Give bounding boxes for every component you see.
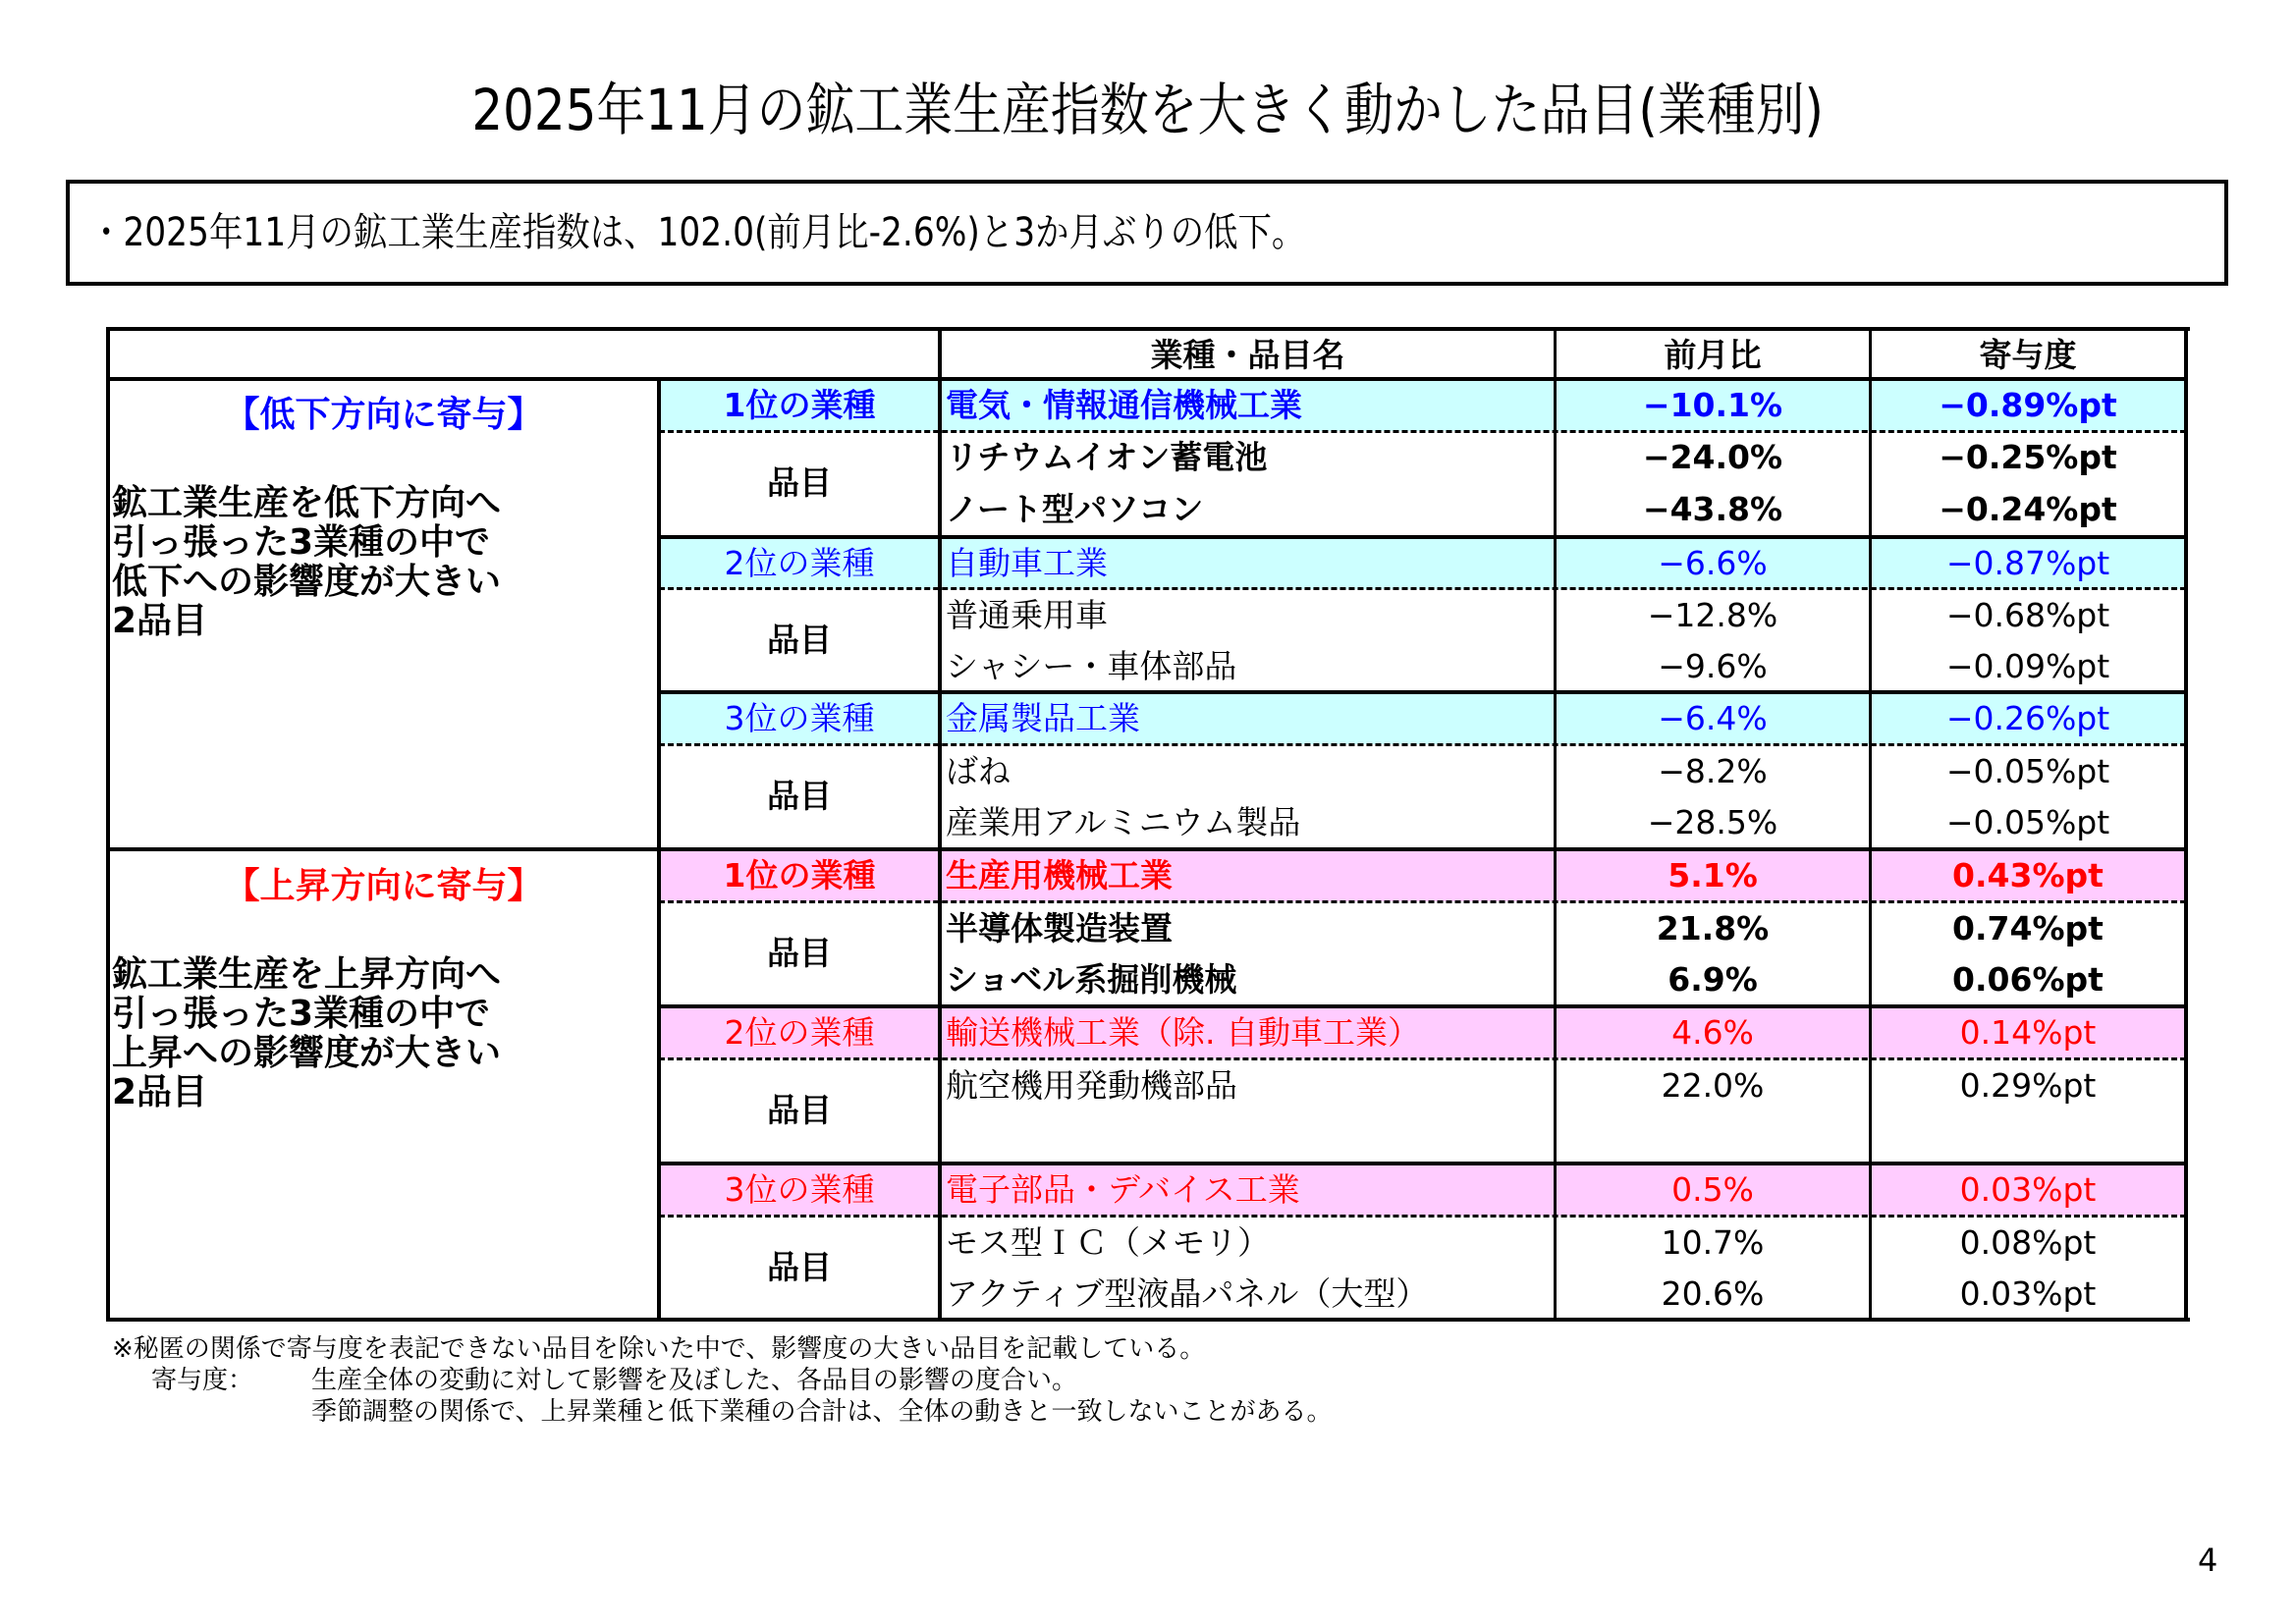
item-contribution: −0.05%pt — [1945, 803, 2110, 841]
footnote: ※秘匿の関係で寄与度を表記できない品目を除いた中で、影響度の大きい品目を記載している。 — [112, 1334, 1206, 1364]
section-heading-increase: 【上昇方向に寄与】 — [224, 866, 543, 906]
industry-contribution: 0.14%pt — [1959, 1013, 2097, 1052]
table-border-left — [106, 327, 110, 1322]
items-label: 品目 — [767, 1091, 832, 1129]
item-contribution: 0.74%pt — [1952, 909, 2104, 947]
item-name: アクティブ型液晶パネル（大型） — [946, 1274, 1429, 1313]
section-description-decrease — [112, 484, 501, 641]
industry-name: 自動車工業 — [946, 544, 1108, 582]
item-contribution: 0.08%pt — [1959, 1223, 2097, 1262]
item-mom: −9.6% — [1658, 647, 1768, 685]
item-contribution: 0.03%pt — [1959, 1274, 2097, 1313]
item-name: 産業用アルミニウム製品 — [946, 803, 1301, 841]
item-mom: −12.8% — [1647, 596, 1778, 634]
item-mom: 20.6% — [1661, 1274, 1765, 1313]
items-label: 品目 — [767, 621, 832, 659]
industry-mom: −6.6% — [1658, 544, 1768, 582]
header-name: 業種・品目名 — [1150, 336, 1345, 374]
page-number: 4 — [2198, 1542, 2218, 1579]
section-description-increase — [112, 955, 501, 1112]
rank-label: 3位の業種 — [724, 1170, 875, 1209]
description-line: 引っ張った3業種の中で — [112, 994, 491, 1034]
contribution-table — [106, 327, 2188, 1322]
column-divider — [938, 327, 942, 1320]
items-label: 品目 — [767, 1248, 832, 1286]
industry-contribution: −0.89%pt — [1939, 386, 2117, 424]
industry-name: 電子部品・デバイス工業 — [946, 1170, 1300, 1209]
rank-label: 2位の業種 — [724, 544, 875, 582]
industry-mom: −10.1% — [1642, 386, 1783, 424]
summary-text: ・2025年11月の鉱工業生産指数は、102.0(前月比-2.6%)と3か月ぶりの低下。 — [89, 210, 1306, 255]
table-border-right — [2184, 327, 2188, 1322]
industry-contribution: 0.43%pt — [1952, 856, 2104, 894]
description-line: 2品目 — [112, 1072, 208, 1112]
industry-mom: 4.6% — [1671, 1013, 1754, 1052]
item-mom: 10.7% — [1661, 1223, 1765, 1262]
description-line: 鉱工業生産を低下方向へ — [112, 483, 502, 523]
items-label: 品目 — [767, 463, 832, 502]
industry-contribution: −0.87%pt — [1945, 544, 2110, 582]
industry-name: 電気・情報通信機械工業 — [946, 386, 1302, 424]
item-contribution: −0.05%pt — [1945, 752, 2110, 790]
industry-contribution: 0.03%pt — [1959, 1170, 2097, 1209]
item-mom: 6.9% — [1667, 960, 1758, 999]
item-contribution: 0.06%pt — [1952, 960, 2104, 999]
item-mom: 22.0% — [1661, 1066, 1765, 1105]
item-name: 半導体製造装置 — [946, 909, 1173, 947]
item-contribution: −0.25%pt — [1939, 438, 2117, 476]
rank-label: 1位の業種 — [723, 856, 876, 894]
section-heading-decrease: 【低下方向に寄与】 — [224, 395, 543, 435]
description-line: 2品目 — [112, 601, 208, 641]
description-line: 低下への影響度が大きい — [112, 562, 502, 602]
items-label: 品目 — [767, 777, 832, 815]
industry-contribution: −0.26%pt — [1945, 699, 2110, 737]
rank-label: 3位の業種 — [724, 699, 875, 737]
header-mom: 前月比 — [1664, 336, 1762, 374]
industry-mom: 0.5% — [1671, 1170, 1754, 1209]
description-line: 上昇への影響度が大きい — [112, 1033, 502, 1073]
item-name: モス型ＩＣ（メモリ） — [946, 1223, 1270, 1262]
item-name: 普通乗用車 — [946, 596, 1108, 634]
definition-label: 寄与度： — [151, 1366, 254, 1395]
industry-mom: −6.4% — [1658, 699, 1768, 737]
item-name: リチウムイオン蓄電池 — [946, 438, 1268, 476]
definition-line-2: 季節調整の関係で、上昇業種と低下業種の合計は、全体の動きと一致しないことがある。 — [311, 1397, 1333, 1427]
item-mom: −28.5% — [1647, 803, 1778, 841]
item-mom: −43.8% — [1642, 490, 1783, 528]
item-mom: −24.0% — [1642, 438, 1783, 476]
item-name: ばね — [946, 752, 1011, 790]
description-line: 鉱工業生産を上昇方向へ — [112, 954, 502, 995]
definition-line-1: 生産全体の変動に対して影響を及ぼした、各品目の影響の度合い。 — [311, 1366, 1078, 1395]
description-line: 引っ張った3業種の中で — [112, 522, 491, 563]
item-contribution: −0.09%pt — [1945, 647, 2110, 685]
summary-box — [66, 180, 2228, 286]
item-name: 航空機用発動機部品 — [946, 1066, 1237, 1105]
item-mom: 21.8% — [1656, 909, 1770, 947]
rank-label: 1位の業種 — [723, 386, 876, 424]
item-mom: −8.2% — [1658, 752, 1768, 790]
rank-label: 2位の業種 — [724, 1013, 875, 1052]
item-name: ショベル系掘削機械 — [946, 960, 1237, 999]
item-contribution: −0.24%pt — [1939, 490, 2117, 528]
item-name: ノート型パソコン — [946, 490, 1204, 528]
industry-name: 生産用機械工業 — [946, 856, 1173, 894]
industry-mom: 5.1% — [1667, 856, 1758, 894]
header-contribution: 寄与度 — [1979, 336, 2077, 374]
industry-name: 輸送機械工業（除. 自動車工業） — [946, 1013, 1420, 1052]
item-contribution: −0.68%pt — [1945, 596, 2110, 634]
industry-name: 金属製品工業 — [946, 699, 1140, 737]
item-contribution: 0.29%pt — [1959, 1066, 2097, 1105]
items-label: 品目 — [767, 934, 832, 972]
page-title: 2025年11月の鉱工業生産指数を大きく動かした品目(業種別) — [471, 77, 1825, 143]
item-name: シャシー・車体部品 — [946, 647, 1237, 685]
